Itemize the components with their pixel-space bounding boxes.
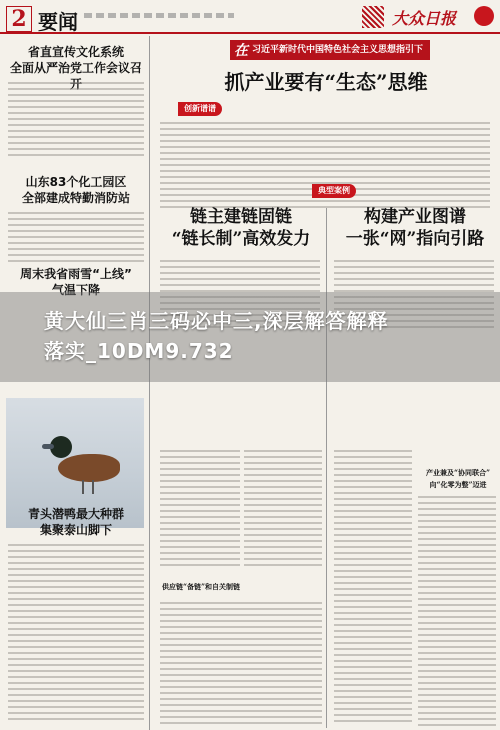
article-body	[418, 496, 496, 726]
article-body	[244, 450, 322, 570]
story-body	[8, 212, 144, 262]
overlay-title	[44, 306, 464, 366]
inner-head: 产业兼及“协同联合”	[425, 468, 491, 477]
banner-mark: 在	[234, 43, 248, 59]
column-banner	[230, 40, 430, 60]
seal-icon	[474, 6, 494, 26]
article-body	[160, 602, 322, 726]
banner-text: 习近平新时代中国特色社会主义思想指引下	[252, 45, 424, 55]
story-title: 全部建成特勤消防站	[21, 191, 130, 205]
story-title: 青头潜鸭最大种群	[27, 507, 124, 521]
date-line	[84, 13, 234, 18]
masthead	[0, 0, 500, 34]
headline: 抓产业要有“生态”思维	[224, 70, 428, 94]
story-title: 周末我省雨雪“上线”	[20, 267, 132, 281]
paper-logo: 大众日报	[392, 9, 457, 28]
story-title: 全面从严治党工作会议召开	[9, 61, 142, 91]
story-body	[8, 82, 144, 160]
inner-head: 向“化零为整”迈进	[429, 480, 487, 489]
duck-bill	[42, 444, 54, 449]
story-title: 气温下降	[51, 283, 100, 297]
subhead-left: “链长制”高效发力	[171, 229, 311, 249]
subhead-right: 构建产业图谱	[364, 207, 466, 227]
duck-leg	[82, 480, 84, 494]
overlay-title-line: 落实_10DM9.732	[44, 339, 234, 363]
left-column	[0, 36, 150, 730]
subhead-right: 一张“网”指向引路	[345, 229, 485, 249]
story-title: 省直宣传文化系统	[27, 45, 124, 59]
qr-code-icon	[362, 6, 384, 28]
story-title: 山东83个化工园区	[25, 175, 127, 189]
article-body	[160, 450, 240, 570]
subhead-left: 链主建链固链	[190, 207, 292, 227]
duck-leg	[92, 480, 94, 494]
section-name: 要闻	[38, 10, 78, 34]
overlay-title-line: 黄大仙三肖三码必中三,深层解答解释	[44, 309, 389, 333]
duck-body	[58, 454, 120, 482]
story-title: 集聚泰山脚下	[39, 523, 112, 537]
column-divider	[326, 208, 327, 728]
title-overlay	[0, 292, 500, 382]
section-tag: 创新谱谱	[178, 102, 222, 116]
inner-head: 供应链“备链”和自关制链	[161, 582, 241, 591]
main-article	[152, 36, 500, 730]
story-body	[8, 544, 144, 724]
section-tag: 典型案例	[312, 184, 356, 198]
article-body	[334, 450, 412, 726]
page-number: 2	[6, 6, 32, 32]
